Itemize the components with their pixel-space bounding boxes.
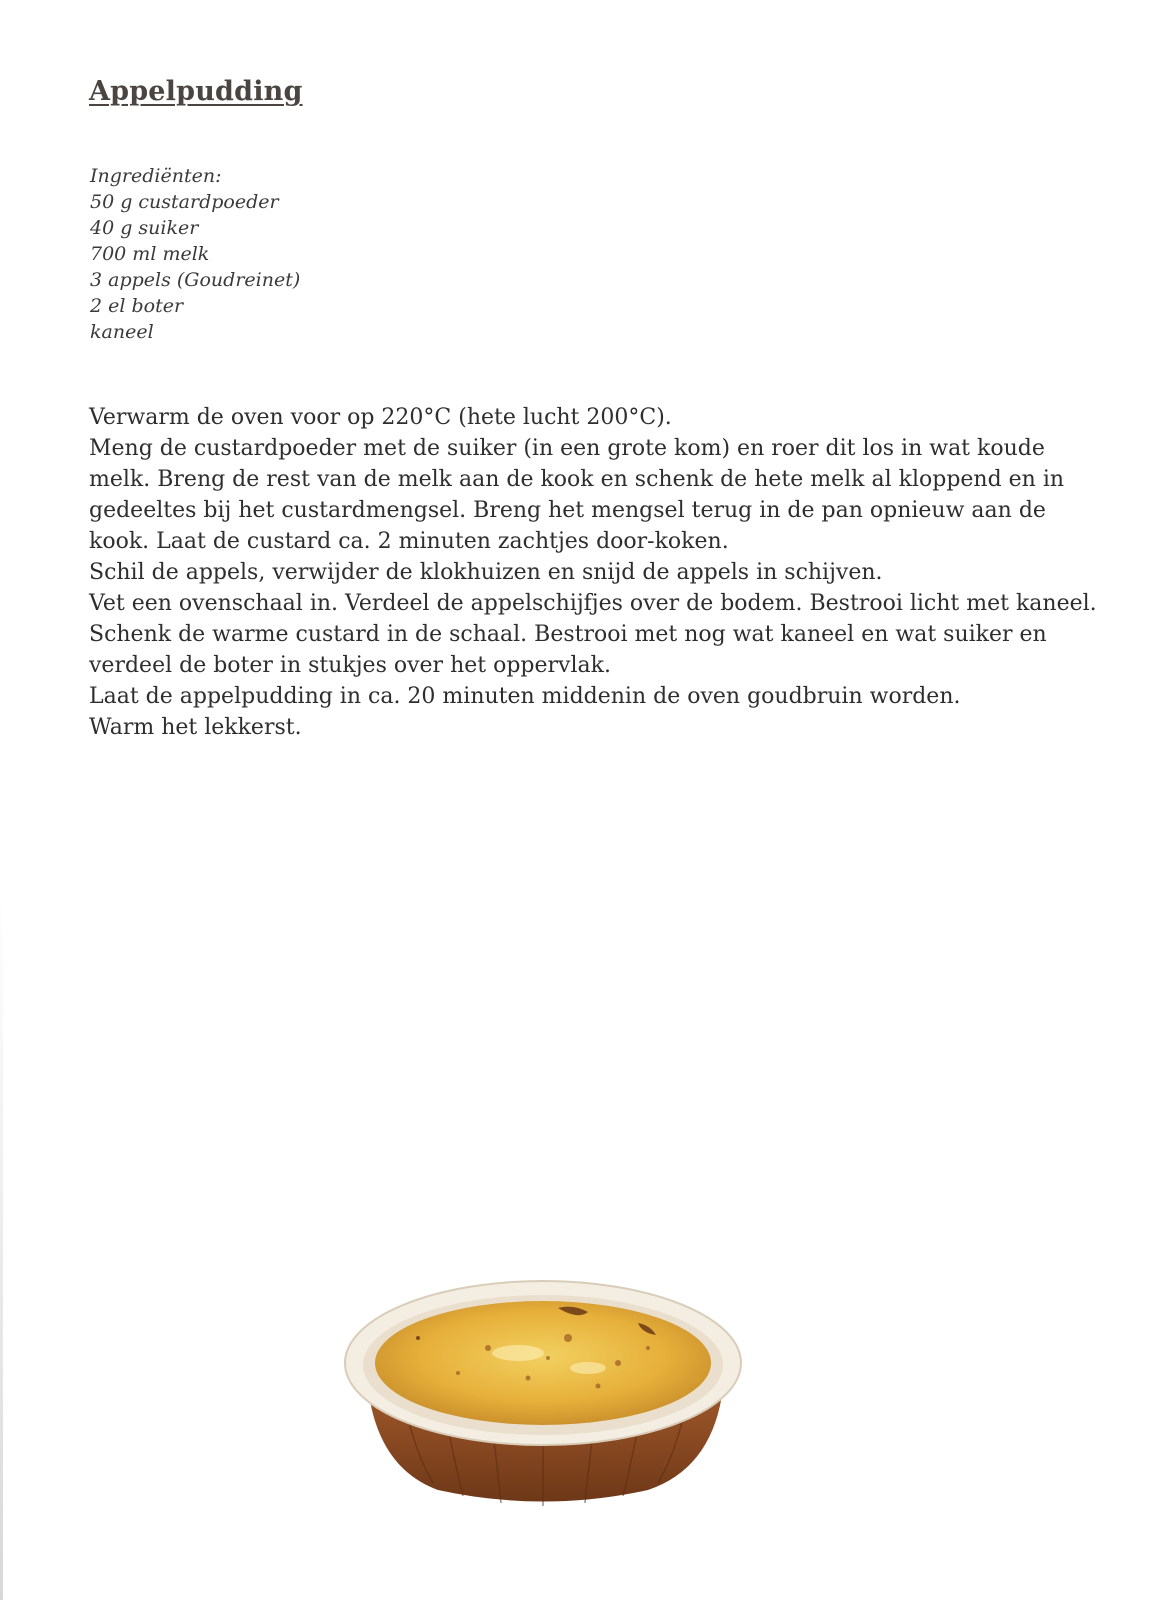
instruction-paragraph: Warm het lekkerst. [89, 715, 302, 740]
ingredient-item: 2 el boter [90, 295, 184, 317]
recipe-title: Appelpudding [89, 76, 303, 107]
ingredients-list [90, 163, 300, 345]
ingredient-item: 700 ml melk [90, 243, 210, 265]
instruction-paragraph: Meng de custardpoeder met de suiker (in een grote kom) en roer dit los in wat koude melk. Breng de rest van de melk aan de kook en schenk de hete melk al kloppend en in gedeeltes bij het custardmengsel. Breng het mengsel terug in de pan opnieuw aan de kook. Laat de custard ca. 2 minuten zachtjes door-koken. [89, 436, 1065, 554]
instructions-text [89, 402, 1099, 743]
instruction-paragraph: Vet een ovenschaal in. Verdeel de appelschijfjes over de bodem. Bestrooi licht met kaneel. Schenk de warme custard in de schaal. Bestrooi met nog wat kaneel en wat suiker en verdeel de boter in stukjes over het oppervlak. [89, 591, 1097, 678]
ingredient-item: 50 g custardpoeder [90, 191, 279, 213]
ingredient-item: 3 appels (Goudreinet) [90, 269, 301, 291]
apple-pudding-photo [338, 1268, 748, 1508]
ingredient-item: kaneel [90, 321, 154, 343]
custard-surface [375, 1301, 711, 1425]
instruction-paragraph: Schil de appels, verwijder de klokhuizen en snijd de appels in schijven. [89, 560, 883, 585]
instruction-paragraph: Laat de appelpudding in ca. 20 minuten middenin de oven goudbruin worden. [89, 684, 961, 709]
ingredients-heading: Ingrediënten: [90, 165, 222, 187]
ingredient-item: 40 g suiker [90, 217, 199, 239]
scan-edge-shadow [0, 900, 3, 1600]
instruction-paragraph: Verwarm de oven voor op 220°C (hete lucht 200°C). [89, 405, 672, 430]
